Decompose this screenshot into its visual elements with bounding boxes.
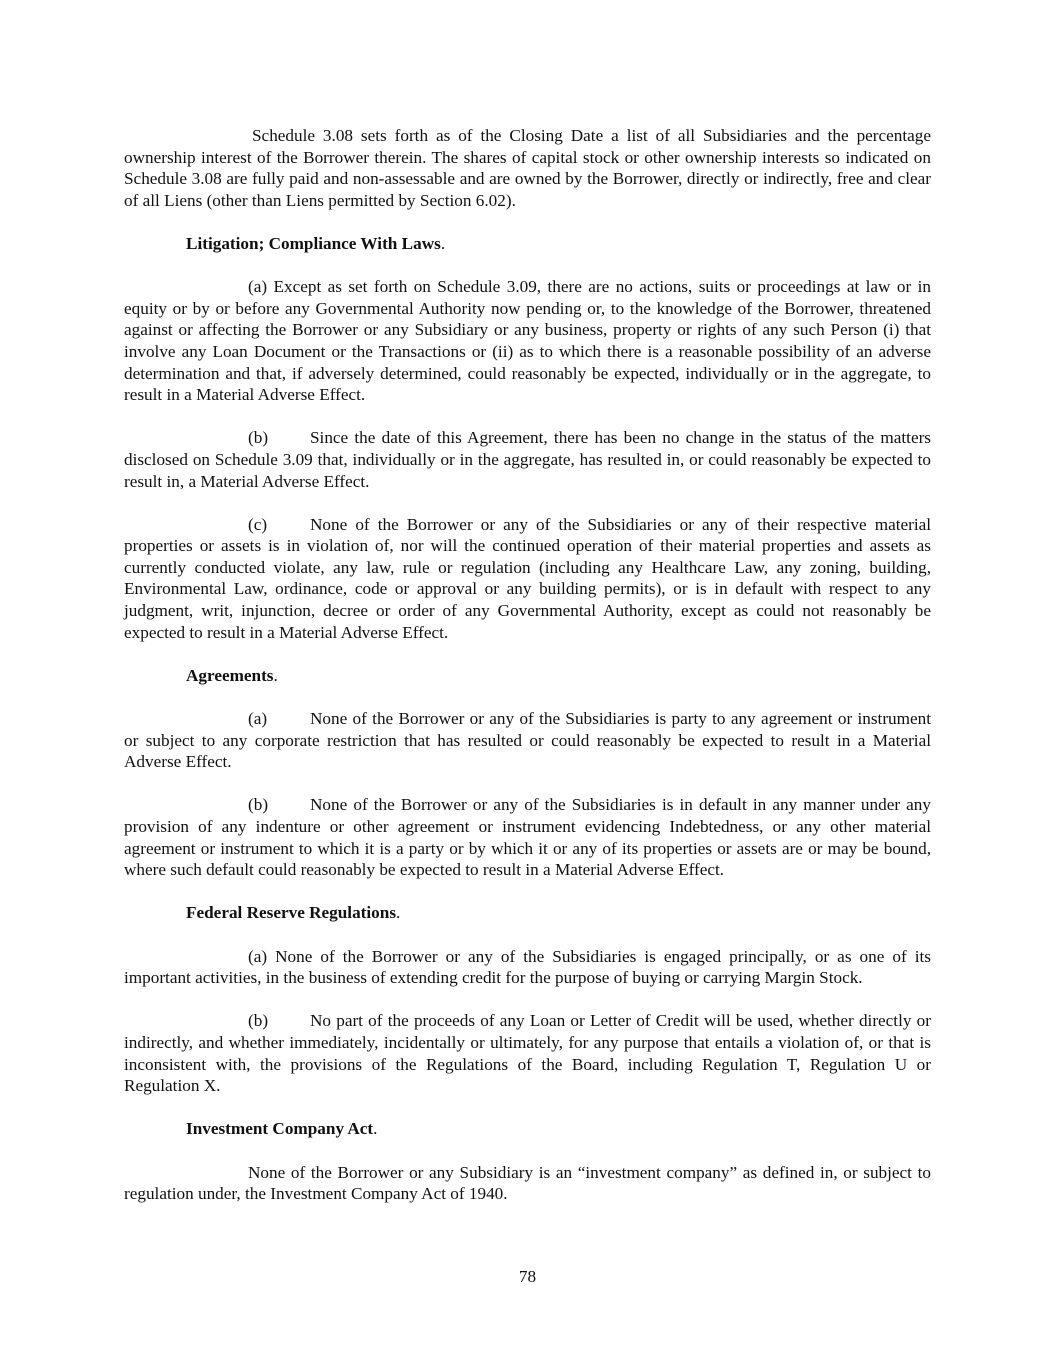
intro-paragraph: Schedule 3.08 sets forth as of the Closing Date a list of all Subsidiaries and the percentage ownership interest of the Borrower therein. The shares of capital stock or other ownership interests so indicated on Schedule 3.08 are fully paid and non-assessable and are owned by the Borrower, directly or indirectly, free and clear of all Liens (other than Liens permitted by Section 6.02).	[124, 126, 931, 210]
page-number: 78	[518, 1267, 537, 1286]
item-text: No part of the proceeds of any Loan or Letter of Credit will be used, whether directly or indirectly, and whether immediately, incidentally or ultimately, for any purpose that entails a violation of, or that is inconsistent with, the provisions of the Regulations of the Board, including Regulation T, Regulation U or Regulation X.	[124, 1011, 931, 1096]
agreements-paragraph-b	[124, 794, 931, 880]
item-label: (b)	[248, 795, 269, 815]
heading-punctuation: .	[396, 903, 401, 923]
heading-punctuation: .	[273, 665, 278, 685]
item-text: None of the Borrower or any of the Subsidiaries or any of their respective material properties or assets is in violation of, nor will the continued operation of their material properties and assets as currently conducted violate, any law, rule or regulation (including any Healthcare Law, any zoning, building, Environmental Law, ordinance, code or approval or any building permits), or is in default with respect to any judgment, writ, injunction, decree or order of any Governmental Authority, except as could not reasonably be expected to result in a Material Adverse Effect.	[124, 514, 931, 642]
heading-text: Agreements	[186, 665, 274, 685]
heading-text: Investment Company Act	[186, 1119, 374, 1139]
heading-text: Litigation; Compliance With Laws	[186, 233, 441, 253]
item-label: (a)	[248, 709, 268, 729]
heading-text: Federal Reserve Regulations	[186, 903, 397, 923]
item-text: None of the Borrower or any of the Subsidiaries is in default in any manner under any provision of any indenture or other agreement or instrument evidencing Indebtedness, or any other material agreement or instrument to which it is a party or by which it or any of its properties or assets are or may be bound, where such default could reasonably be expected to result in a Material Adverse Effect.	[124, 795, 931, 880]
federal-reserve-paragraph-b	[124, 1010, 931, 1096]
item-label: (b)	[248, 428, 269, 448]
item-label: (c)	[248, 514, 268, 534]
litigation-paragraph-c	[124, 514, 931, 644]
section-heading-investment-company	[124, 1118, 931, 1140]
section-heading-litigation	[124, 233, 931, 255]
heading-punctuation: .	[440, 233, 446, 253]
litigation-paragraph-a: (a) Except as set forth on Schedule 3.09, there are no actions, suits or proceedings at law or in equity or by or before any Governmental Authority now pending or, to the knowledge of the Borrower, threatened against or affecting the Borrower or any Subsidiary or any business, property or rights of any such Person (i) that involve any Loan Document or the Transactions or (ii) as to which there is a reasonable possibility of an adverse determination and that, if adversely determined, could reasonably be expected, individually or in the aggregate, to result in a Material Adverse Effect.	[124, 277, 931, 405]
item-text: None of the Borrower or any of the Subsidiaries is party to any agreement or instrument or subject to any corporate restriction that has resulted or could reasonably be expected to result in a Material Adverse Effect.	[124, 709, 931, 772]
document-body	[124, 125, 931, 1205]
investment-company-paragraph: None of the Borrower or any Subsidiary is an “investment company” as defined in, or subject to regulation under, the Investment Company Act of 1940.	[124, 1162, 931, 1204]
heading-punctuation: .	[373, 1119, 378, 1139]
litigation-paragraph-b	[124, 427, 931, 492]
section-heading-agreements	[124, 665, 931, 687]
agreements-paragraph-a	[124, 708, 931, 773]
federal-reserve-paragraph-a: (a) None of the Borrower or any of the Subsidiaries is engaged principally, or as one of its important activities, in the business of extending credit for the purpose of buying or carrying Margin Stock.	[124, 946, 931, 988]
section-heading-federal-reserve	[124, 902, 931, 924]
item-text: Since the date of this Agreement, there has been no change in the status of the matters disclosed on Schedule 3.09 that, individually or in the aggregate, has resulted in, or could reasonably be expected to result in, a Material Adverse Effect.	[124, 428, 931, 491]
item-label: (b)	[248, 1011, 269, 1031]
